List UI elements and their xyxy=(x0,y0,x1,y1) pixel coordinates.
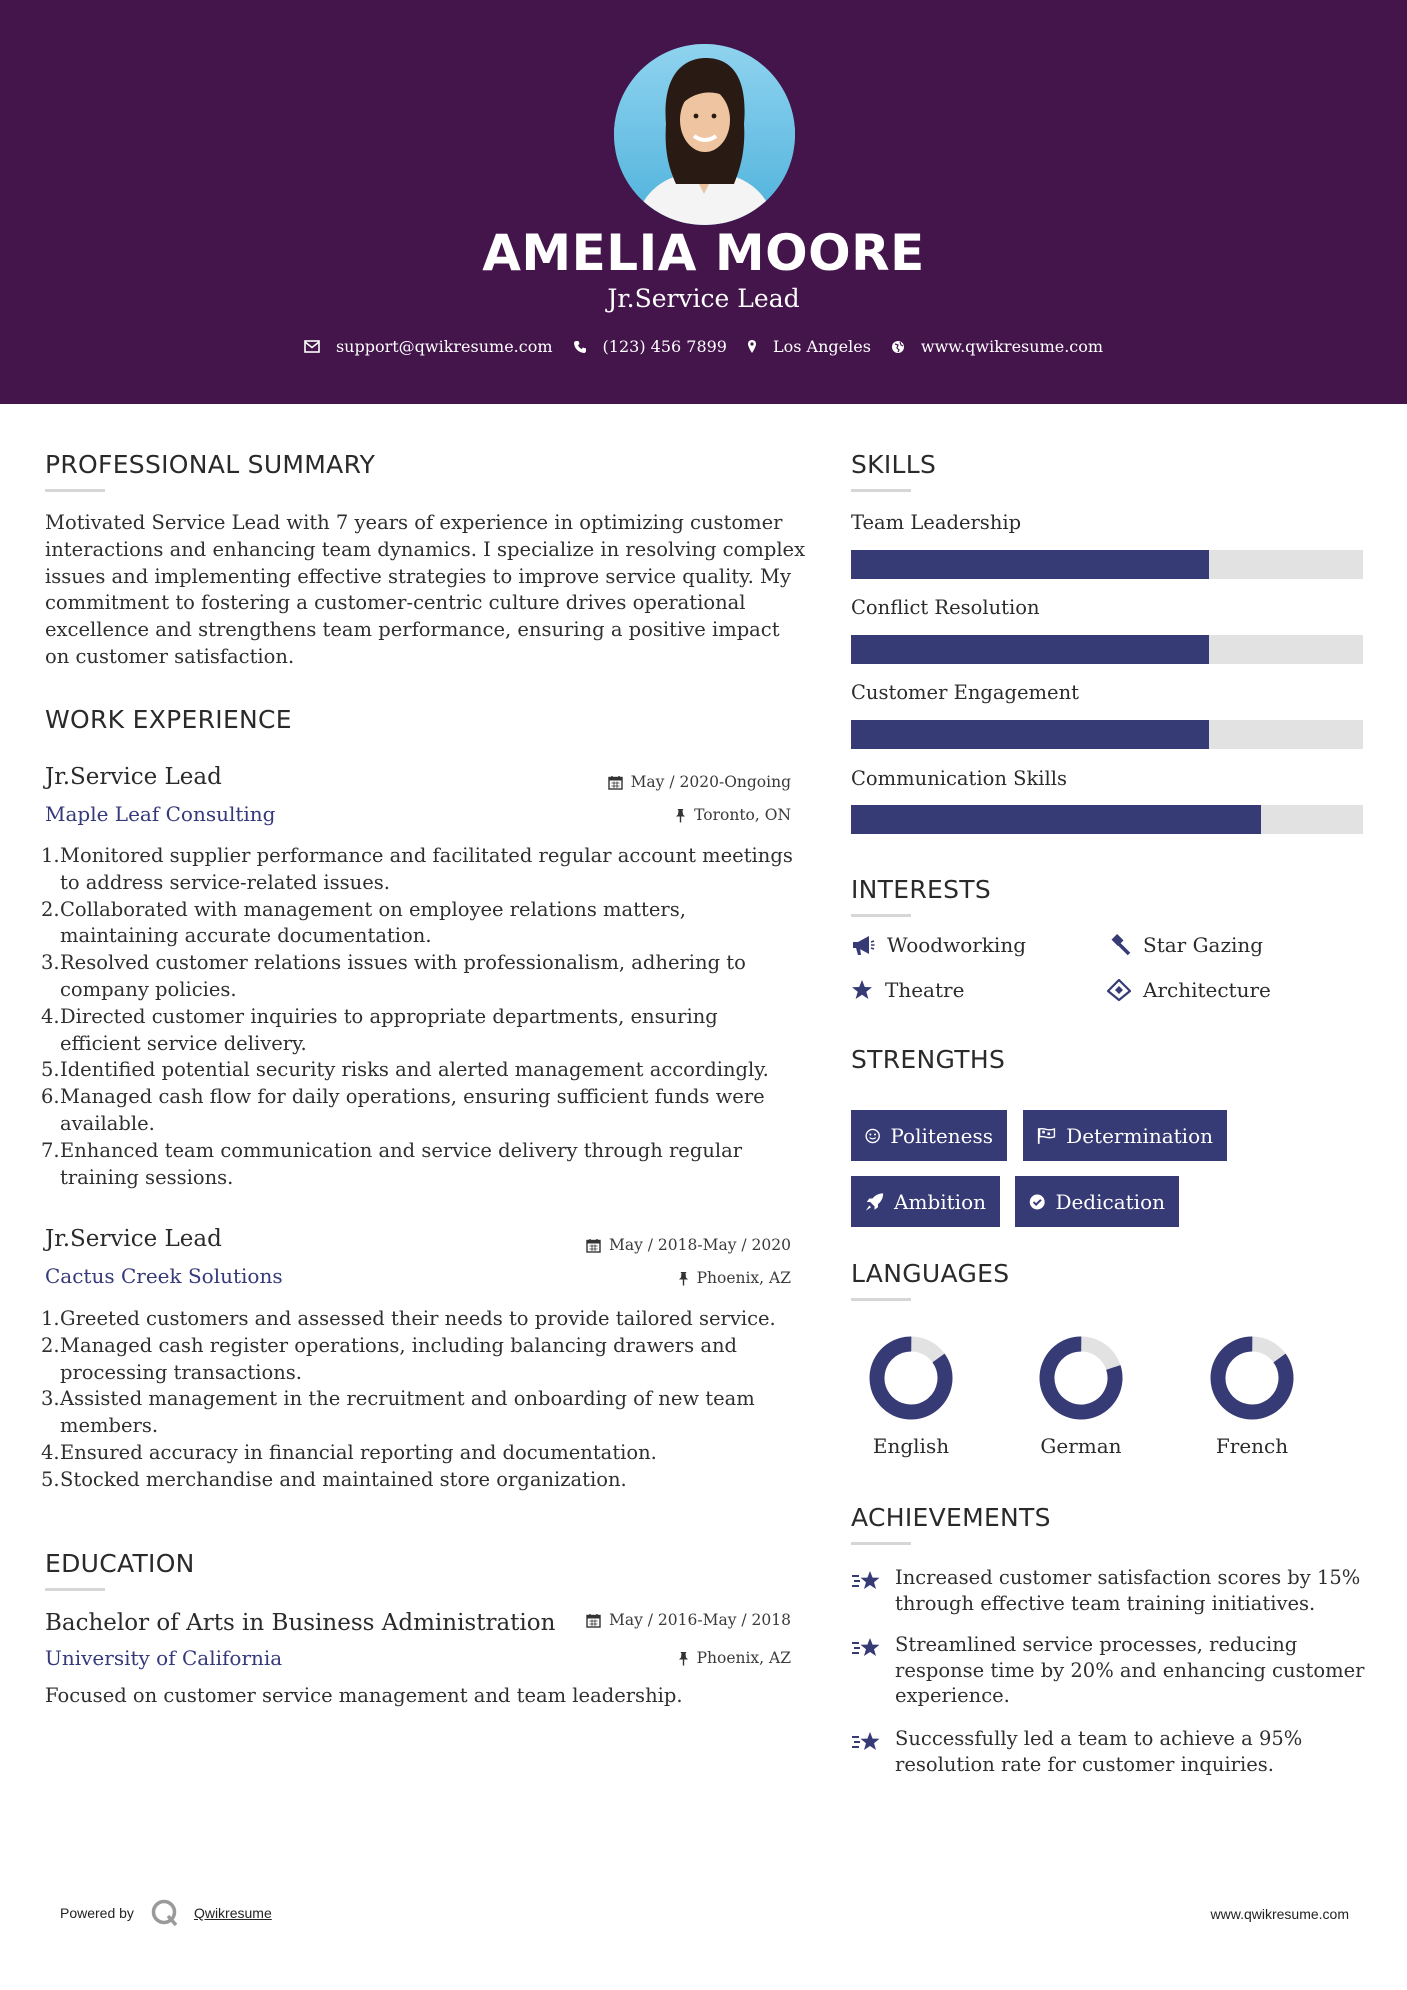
strength-badge xyxy=(1023,1110,1227,1161)
candidate-name: AMELIA MOORE xyxy=(482,224,925,282)
interests-divider xyxy=(851,914,911,917)
job-dates xyxy=(608,773,791,791)
education-heading: EDUCATION xyxy=(45,1549,195,1578)
summary-line: issues and implementing effective strategies to improve service quality. My xyxy=(45,564,791,588)
bullet-line: Managed cash flow for daily operations, ensuring sufficient funds were xyxy=(60,1085,765,1109)
bullet-line: Assisted management in the recruitment and onboarding of new team xyxy=(60,1387,755,1411)
company-name: Maple Leaf Consulting xyxy=(45,802,276,826)
bullet-line: Enhanced team communication and service delivery through regular xyxy=(60,1138,743,1162)
company-name: Cactus Creek Solutions xyxy=(45,1264,283,1288)
summary-line: excellence and strengthens team performance, ensuring a positive impact xyxy=(45,618,780,642)
language-donut-fill xyxy=(867,1334,955,1422)
skill-bar-fill xyxy=(851,550,1209,579)
calendar-icon xyxy=(608,775,623,790)
bullet-line: Directed customer inquiries to appropriate departments, ensuring xyxy=(60,1004,718,1028)
interest-label: Architecture xyxy=(1143,978,1271,1002)
skill-label: Team Leadership xyxy=(851,511,1022,534)
interest-item xyxy=(1107,933,1263,957)
calendar-icon xyxy=(586,1238,601,1253)
job-dates-text: May / 2020-Ongoing xyxy=(630,773,791,791)
bullet-line: Identified potential security risks and alerted management accordingly. xyxy=(60,1058,769,1082)
interests-heading: INTERESTS xyxy=(851,875,992,904)
bullet-line: maintaining accurate documentation. xyxy=(60,924,432,948)
achievement-line: Increased customer satisfaction scores by 15% xyxy=(895,1566,1361,1589)
megaphone-icon xyxy=(851,934,875,956)
skill-bar xyxy=(851,550,1363,579)
experience-heading: WORK EXPERIENCE xyxy=(45,705,292,734)
achievement-item xyxy=(851,1632,1371,1709)
education-location xyxy=(678,1649,791,1667)
skill-bar-fill xyxy=(851,720,1209,749)
skill-bar-fill xyxy=(851,805,1261,834)
summary-line: interactions and enhancing team dynamics. I specialize in resolving complex xyxy=(45,537,806,561)
candidate-title: Jr.Service Lead xyxy=(607,284,800,313)
brand-link[interactable]: Qwikresume xyxy=(193,1905,272,1921)
education-divider xyxy=(45,1588,105,1591)
strength-label: Politeness xyxy=(890,1123,993,1148)
calendar-icon xyxy=(586,1613,601,1628)
list-item: 6. Managed cash flow for daily operations, ensuring sufficient funds were available. xyxy=(41,1084,801,1138)
language-label: French xyxy=(1215,1434,1289,1458)
contact-location-text: Los Angeles xyxy=(772,337,871,356)
language-label: German xyxy=(1040,1434,1122,1458)
bullet-line: Stocked merchandise and maintained store organization. xyxy=(60,1467,627,1491)
list-item: 2. Collaborated with management on employee relations matters, maintaining accurate documentation. xyxy=(41,897,801,951)
qwikresume-logo-icon xyxy=(150,1898,180,1928)
education-dates xyxy=(586,1611,791,1629)
skill-label: Communication Skills xyxy=(851,767,1068,790)
job-dates-text: May / 2018-May / 2020 xyxy=(608,1236,791,1254)
check-circle-icon xyxy=(1029,1191,1045,1213)
bullet-line: Greeted customers and assessed their needs to provide tailored service. xyxy=(60,1307,776,1330)
achievement-line: response time by 20% and enhancing customer xyxy=(895,1658,1365,1682)
skill-bar xyxy=(851,720,1363,749)
pushpin-icon xyxy=(675,808,686,823)
contact-email[interactable] xyxy=(304,337,553,356)
profile-photo xyxy=(614,44,795,225)
strength-label: Determination xyxy=(1066,1123,1213,1148)
interest-item xyxy=(851,978,964,1002)
list-item: 4. Ensured accuracy in financial reporting and documentation. xyxy=(41,1440,801,1467)
list-item: 1. Monitored supplier performance and facilitated regular account meetings to address service-related issues. xyxy=(41,843,801,897)
list-item: 7. Enhanced team communication and service delivery through regular training sessions. xyxy=(41,1138,801,1192)
summary-divider xyxy=(45,489,105,492)
list-item: 4. Directed customer inquiries to appropriate departments, ensuring efficient service delivery. xyxy=(41,1004,801,1058)
contact-phone[interactable] xyxy=(573,337,727,356)
language-donut xyxy=(1037,1334,1125,1422)
globe-icon xyxy=(891,340,905,354)
list-item: 2. Managed cash register operations, including balancing drawers and processing transactions. xyxy=(41,1333,801,1387)
summary-line: on customer satisfaction. xyxy=(45,644,295,668)
achievement-line: Successfully led a team to achieve a 95% xyxy=(895,1727,1303,1750)
bullet-line: efficient service delivery. xyxy=(60,1031,307,1055)
shooting-star-icon xyxy=(851,1634,883,1662)
language-donut xyxy=(867,1334,955,1422)
smile-icon xyxy=(865,1126,880,1146)
summary-text xyxy=(45,510,805,671)
powered-by-text: Powered by xyxy=(60,1905,134,1921)
strength-badge xyxy=(851,1110,1007,1161)
contact-email-text: support@qwikresume.com xyxy=(335,337,553,356)
list-item: 3. Resolved customer relations issues with professionalism, adhering to company policies. xyxy=(41,950,801,1004)
language-item xyxy=(1031,1334,1131,1458)
education-dates-text: May / 2016-May / 2018 xyxy=(608,1611,791,1629)
bullet-line: processing transactions. xyxy=(60,1360,302,1384)
language-donut-fill xyxy=(1208,1334,1296,1422)
languages-heading: LANGUAGES xyxy=(851,1259,1010,1288)
job-location xyxy=(675,806,791,824)
list-item: 3. Assisted management in the recruitment and onboarding of new team members. xyxy=(41,1386,801,1440)
strength-label: Ambition xyxy=(894,1189,986,1214)
bullet-line: company policies. xyxy=(60,977,237,1001)
achievement-line: through effective team training initiatives. xyxy=(895,1591,1316,1615)
contact-bar xyxy=(0,337,1407,356)
shooting-star-icon xyxy=(851,1567,883,1595)
achievements-heading: ACHIEVEMENTS xyxy=(851,1503,1051,1532)
bullet-line: to address service-related issues. xyxy=(60,870,390,894)
interest-label: Theatre xyxy=(885,978,965,1002)
job-bullets xyxy=(41,843,801,1191)
interest-label: Star Gazing xyxy=(1143,933,1264,957)
contact-website-text: www.qwikresume.com xyxy=(920,337,1104,356)
bullet-line: training sessions. xyxy=(60,1165,234,1189)
languages-divider xyxy=(851,1298,911,1301)
strength-badge xyxy=(851,1176,1000,1227)
language-item xyxy=(1202,1334,1302,1458)
strength-label: Dedication xyxy=(1055,1189,1165,1214)
language-label: English xyxy=(872,1434,950,1458)
achievement-line: Streamlined service processes, reducing xyxy=(895,1633,1298,1656)
skill-label: Conflict Resolution xyxy=(851,596,1040,619)
star-icon xyxy=(851,979,873,1001)
list-item: 5. Stocked merchandise and maintained store organization. xyxy=(41,1467,801,1494)
interest-label: Woodworking xyxy=(887,933,1027,957)
education-note: Focused on customer service management and team leadership. xyxy=(45,1684,683,1707)
bullet-line: Ensured accuracy in financial reporting and documentation. xyxy=(60,1440,657,1464)
achievement-item xyxy=(851,1565,1371,1616)
flag-icon xyxy=(1037,1126,1056,1146)
interest-item xyxy=(1107,978,1271,1002)
skill-bar-fill xyxy=(851,635,1209,664)
resume-header xyxy=(0,0,1407,404)
profile-photo-illustration xyxy=(614,44,795,225)
school-name: University of California xyxy=(45,1646,283,1670)
degree-title: Bachelor of Arts in Business Administration xyxy=(45,1610,556,1636)
interest-item xyxy=(851,933,1026,957)
achievement-text xyxy=(895,1565,1360,1616)
job-location-text: Phoenix, AZ xyxy=(696,1269,791,1287)
achievements-divider xyxy=(851,1542,911,1545)
footer-website[interactable]: www.qwikresume.com xyxy=(1210,1906,1349,1922)
achievement-line: experience. xyxy=(895,1684,1010,1708)
language-donut xyxy=(1208,1334,1296,1422)
contact-location xyxy=(747,337,871,356)
skills-heading: SKILLS xyxy=(851,450,937,479)
contact-phone-text: (123) 456 7899 xyxy=(602,337,727,356)
achievement-line: resolution rate for customer inquiries. xyxy=(895,1752,1274,1776)
footer-powered-by xyxy=(60,1898,272,1928)
gavel-icon xyxy=(1107,934,1131,956)
achievement-text xyxy=(895,1726,1302,1777)
summary-line: commitment to fostering a customer-centric culture drives operational xyxy=(45,591,746,615)
rocket-icon xyxy=(865,1191,884,1213)
contact-website[interactable] xyxy=(891,337,1103,356)
shooting-star-icon xyxy=(851,1728,883,1756)
phone-icon xyxy=(573,340,587,354)
job-title: Jr.Service Lead xyxy=(45,1226,222,1252)
bullet-line: members. xyxy=(60,1414,159,1438)
job-location-text: Toronto, ON xyxy=(694,806,791,824)
language-item xyxy=(861,1334,961,1458)
summary-line: Motivated Service Lead with 7 years of experience in optimizing customer xyxy=(45,511,783,534)
skill-bar xyxy=(851,805,1363,834)
summary-heading: PROFESSIONAL SUMMARY xyxy=(45,450,376,479)
strengths-heading: STRENGTHS xyxy=(851,1045,1006,1074)
bullet-line: Resolved customer relations issues with professionalism, adhering to xyxy=(60,951,746,975)
map-pin-icon xyxy=(747,339,757,354)
skill-bar xyxy=(851,635,1363,664)
job-location xyxy=(678,1269,791,1287)
job-dates xyxy=(586,1236,791,1254)
skill-label: Customer Engagement xyxy=(851,681,1079,704)
ticket-icon xyxy=(1107,979,1131,1001)
bullet-line: available. xyxy=(60,1111,155,1135)
pushpin-icon xyxy=(678,1651,689,1666)
list-item: 5. Identified potential security risks and alerted management accordingly. xyxy=(41,1057,801,1084)
bullet-line: Monitored supplier performance and facilitated regular account meetings xyxy=(60,844,793,867)
bullet-line: Managed cash register operations, including balancing drawers and xyxy=(60,1333,738,1357)
job-title: Jr.Service Lead xyxy=(45,764,222,790)
education-location-text: Phoenix, AZ xyxy=(696,1649,791,1667)
pushpin-icon xyxy=(678,1271,689,1286)
envelope-icon xyxy=(304,340,320,353)
language-donut-fill xyxy=(1038,1335,1124,1421)
skills-divider xyxy=(851,489,911,492)
achievement-text xyxy=(895,1632,1364,1709)
achievement-item xyxy=(851,1726,1371,1777)
strength-badge xyxy=(1015,1176,1179,1227)
job-bullets xyxy=(41,1306,801,1494)
list-item: 1. Greeted customers and assessed their needs to provide tailored service. xyxy=(41,1306,801,1333)
bullet-line: Collaborated with management on employee relations matters, xyxy=(60,897,686,921)
